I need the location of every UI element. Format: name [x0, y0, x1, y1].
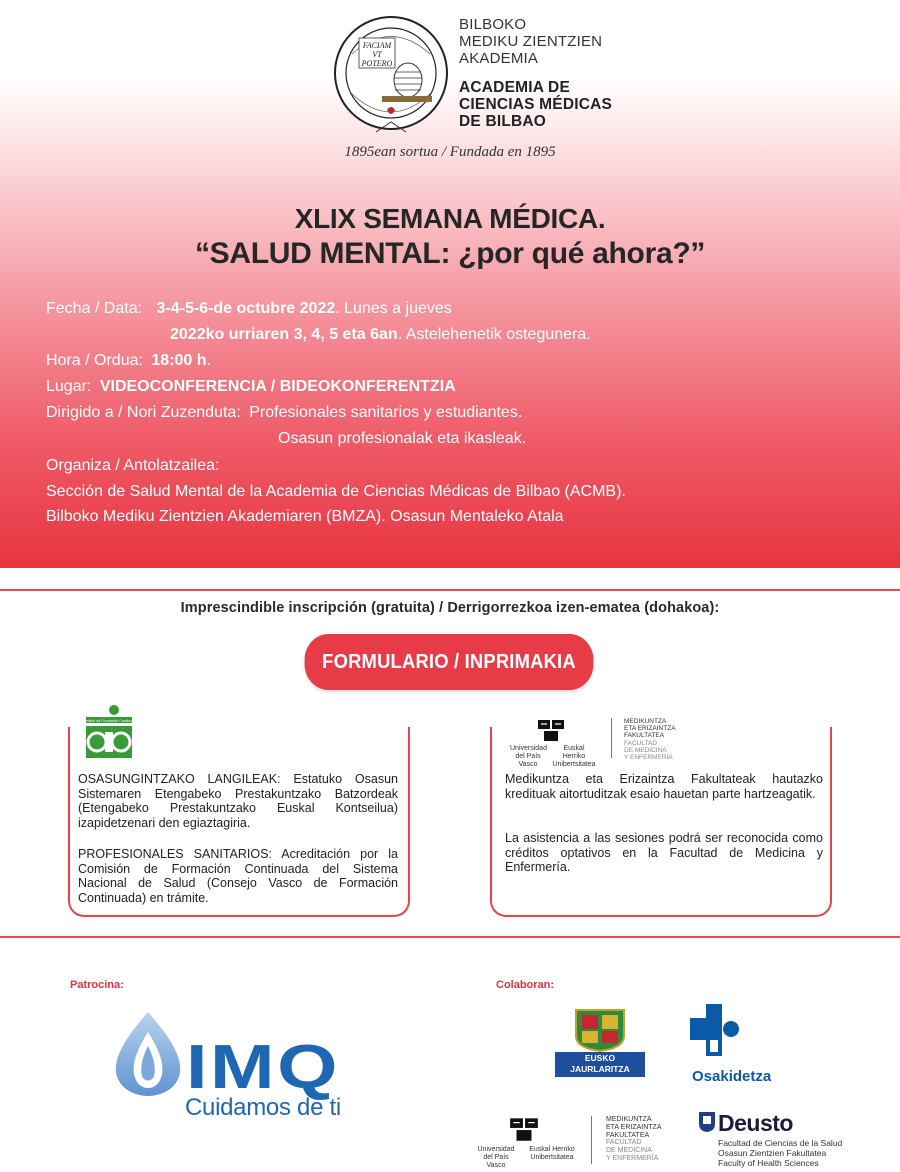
registration-form-button[interactable]: FORMULARIO / INPRIMAKIA — [305, 634, 594, 690]
academy-es-line: CIENCIAS MÉDICAS — [459, 96, 613, 113]
left-card-es-text: PROFESIONALES SANITARIOS: Acreditación por la Comisión de Formación Continuada del Sistema Nacional de Salud (Consejo Vasco de Formación Continuada) en trámite. — [78, 847, 398, 905]
deusto-name: Deusto — [718, 1110, 793, 1136]
event-title: XLIX SEMANA MÉDICA. — [294, 203, 606, 234]
organizer-eu: Bilboko Mediku Zientzien Akademiaren (BMZA). Osasun Mentaleko Atala — [46, 508, 564, 525]
faculty-line: FACULTAD — [624, 739, 657, 747]
seal-motto-3: POTERO — [361, 59, 393, 68]
osakidetza-name: Osakidetza — [692, 1068, 772, 1085]
upv-es-line: Universidad — [477, 1146, 515, 1153]
time-label: Hora / Ordua: — [46, 352, 143, 369]
faculty-line: FACULTAD — [606, 1139, 642, 1147]
divider-bottom — [0, 936, 900, 938]
logo-divider-bottom — [591, 1116, 592, 1164]
date-label: Fecha / Data: — [46, 300, 143, 317]
ehu-eu-line: Unibertsitatea — [530, 1154, 574, 1161]
academy-es-line: DE BILBAO — [459, 113, 547, 130]
upv-es-text — [510, 745, 546, 769]
faculty-line: Y ENFERMERÍA — [606, 1154, 659, 1162]
deusto-sub-line: Faculty of Health Sciences — [718, 1158, 819, 1168]
cfc-logo — [80, 704, 138, 760]
audience-line — [46, 404, 522, 422]
faculty-line: FAKULTATEA — [624, 732, 665, 740]
colaboran-label: Colaboran: — [496, 979, 555, 991]
faculty-line: DE MEDICINA — [606, 1147, 652, 1155]
right-card-eu-text: Medikuntza eta Erizaintza Fakultateak hautazko kredituak aitortuditzak esaio hauetan parte hartzeagatik. — [505, 772, 823, 801]
academy-name-basque — [459, 16, 602, 67]
ehu-eu-line: Euskal Herriko — [529, 1146, 575, 1153]
registration-notice: Imprescindible inscripción (gratuita) / Derrigorrezkoa izen-ematea (dohakoa): — [180, 600, 720, 616]
seal-motto-2: VT — [372, 50, 382, 59]
basque-government-logo — [555, 1052, 645, 1085]
place-line — [46, 378, 456, 396]
faculty-logo-bottom-text — [606, 1116, 662, 1163]
faculty-logo-text — [624, 718, 676, 761]
academy-eu-line: MEDIKU ZIENTZIEN — [459, 33, 603, 50]
place-label: Lugar: — [46, 378, 92, 395]
faculty-line: Y ENFERMERÍA — [624, 754, 673, 762]
patrocina-label: Patrocina: — [70, 979, 124, 991]
date-eu-rest: . Astelehenetik ostegunera. — [397, 326, 591, 343]
faculty-line: ETA ERIZAINTZA — [624, 725, 676, 733]
date-eu-value: 2022ko urriaren 3, 4, 5 eta 6an — [170, 326, 398, 343]
upv-ehu-emblem-bottom-icon — [508, 1116, 540, 1142]
audience-es: Profesionales sanitarios y estudiantes. — [249, 404, 523, 421]
faculty-line: ETA ERIZAINTZA — [606, 1123, 662, 1131]
upv-es-line: del País Vasco — [483, 1154, 509, 1169]
time-rest: . — [206, 352, 211, 369]
osakidetza-logo-icon — [690, 1004, 740, 1056]
ehu-eu-text — [552, 745, 596, 769]
deusto-faculty-text — [718, 1138, 842, 1168]
time-line — [46, 352, 211, 370]
date-line-es — [46, 300, 452, 318]
imq-slogan: Cuidamos de ti — [185, 1094, 341, 1121]
academy-name-spanish — [459, 79, 612, 130]
date-es-rest: . Lunes a jueves — [335, 300, 452, 317]
audience-label: Dirigido a / Nori Zuzenduta: — [46, 404, 241, 421]
date-line-eu — [170, 326, 591, 344]
eusko-line-2: GOBIERNO VASCO — [560, 1075, 640, 1085]
basque-government-shield-icon — [570, 1006, 630, 1052]
right-card-es-text: La asistencia a las sesiones podrá ser reconocida como créditos optativos en la Facultad de Medicina y Enfermería. — [505, 831, 823, 874]
eusko-line-1: EUSKO JAURLARITZA — [570, 1053, 630, 1074]
upv-es-line: Universidad — [510, 745, 547, 752]
deusto-sub-line: Facultad de Ciencias de la Salud — [718, 1138, 843, 1148]
logo-divider — [611, 718, 612, 758]
upv-ehu-emblem-icon — [536, 718, 566, 742]
event-subtitle: “SALUD MENTAL: ¿por qué ahora?” — [194, 237, 706, 270]
founded-year: 1895ean sortua / Fundada en 1895 — [344, 144, 556, 160]
academy-es-line: ACADEMIA DE — [459, 79, 570, 96]
faculty-line: MEDIKUNTZA — [624, 718, 667, 725]
academy-seal-logo — [332, 14, 450, 144]
audience-eu: Osasun profesionalak eta ikasleak. — [278, 430, 527, 447]
imq-logo-text: IMQ — [186, 1033, 340, 1102]
deusto-sub-line: Osasun Zientzien Fakultatea — [718, 1148, 827, 1158]
faculty-line: MEDIKUNTZA — [606, 1116, 652, 1123]
cfc-logo-text: Comisión de Formación Continuada — [80, 719, 138, 723]
academy-eu-line: BILBOKO — [459, 16, 527, 33]
upv-es-line: del País Vasco — [515, 753, 541, 768]
place-value: VIDEOCONFERENCIA / BIDEOKONFERENTZIA — [99, 378, 456, 395]
faculty-line: DE MEDICINA — [624, 746, 667, 754]
divider-top — [0, 589, 900, 591]
imq-flame-icon — [108, 1010, 188, 1098]
deusto-shield-icon — [698, 1111, 716, 1133]
left-card-eu-text: OSASUNGINTZAKO LANGILEAK: Estatuko Osasun Sistemaren Etengabeko Prestakuntzako Batzordeak (Etengabeko Prestakuntzako Euskal Kontseilua) izapidetzenari den egiaztagiria. — [78, 772, 398, 830]
time-value: 18:00 h — [151, 352, 207, 369]
academy-eu-line: AKADEMIA — [459, 50, 539, 67]
upv-es-bottom-text — [474, 1146, 518, 1170]
ehu-eu-bottom-text — [528, 1146, 576, 1162]
organizer-label: Organiza / Antolatzailea: — [46, 457, 220, 474]
date-es-value: 3-4-5-6-de octubre 2022 — [156, 300, 336, 317]
faculty-line: FAKULTATEA — [606, 1131, 650, 1139]
organizer-es: Sección de Salud Mental de la Academia de Ciencias Médicas de Bilbao (ACMB). — [46, 483, 626, 500]
ehu-eu-line: Euskal Herriko — [562, 745, 586, 760]
seal-motto-1: FACIAM — [362, 41, 392, 50]
ehu-eu-line: Unibertsitatea — [552, 761, 596, 768]
